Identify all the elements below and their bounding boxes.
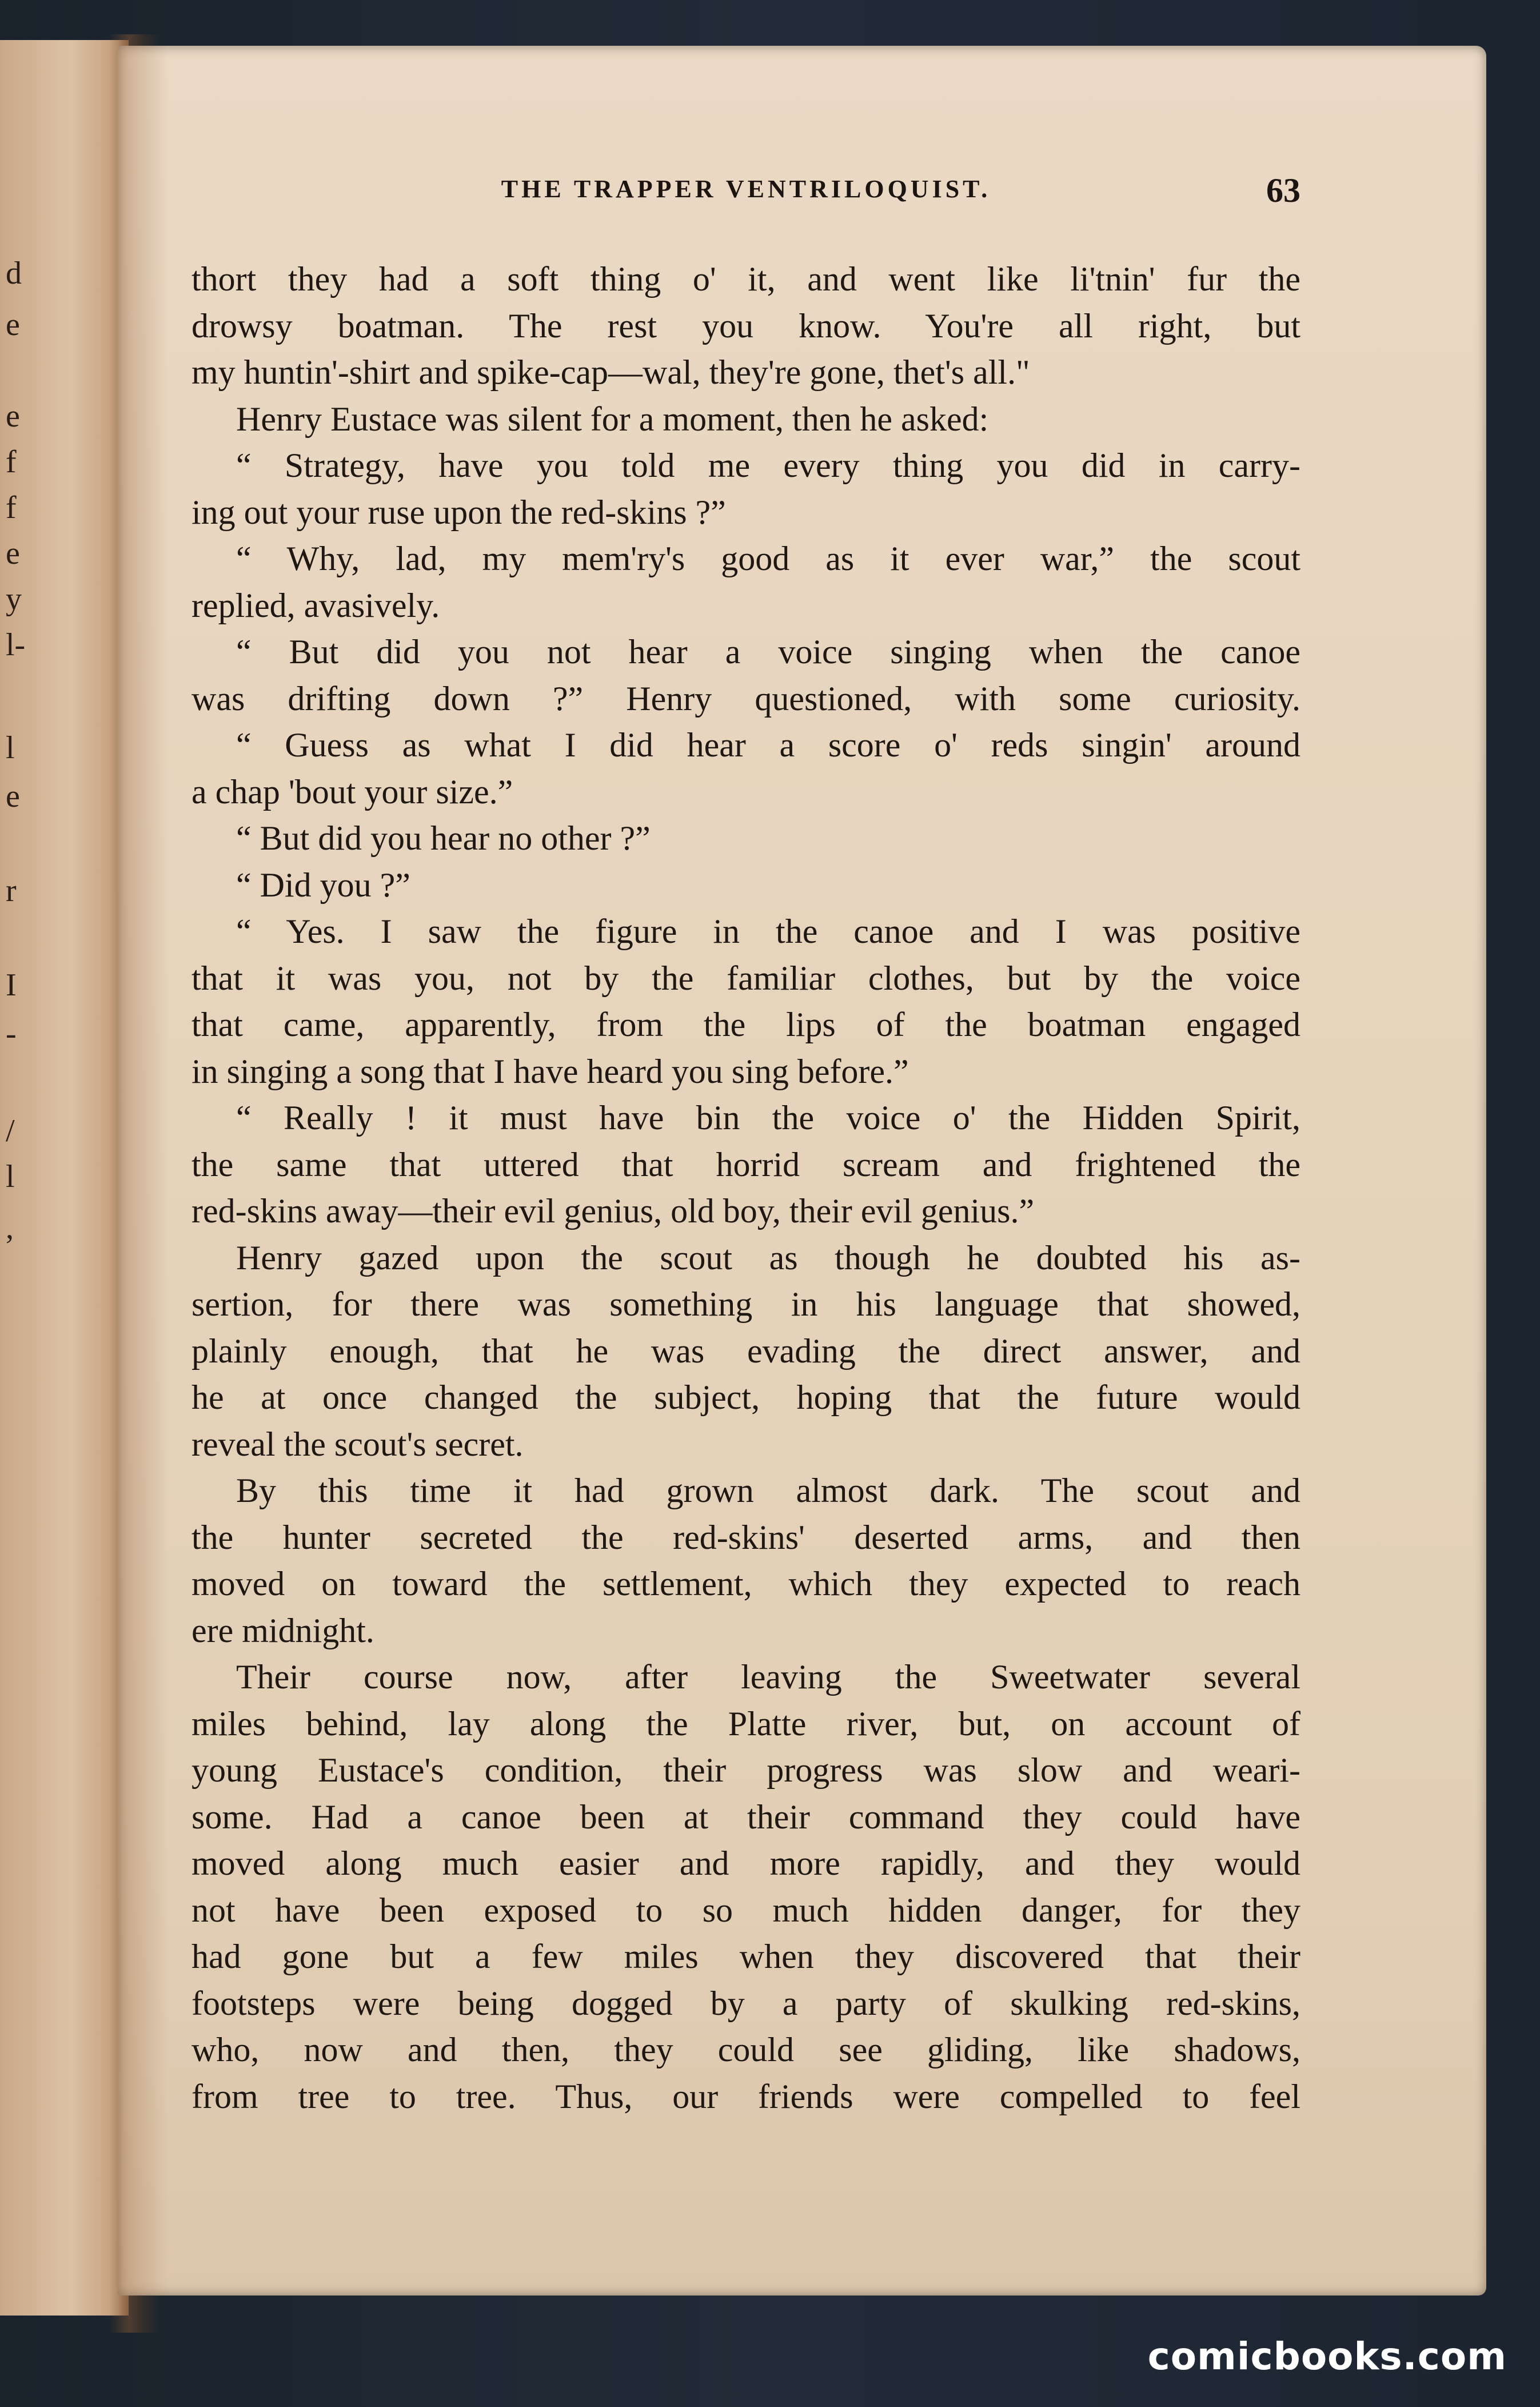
text-line: that came, apparently, from the lips of the boatman engaged (191, 1006, 1300, 1043)
text-line: plainly enough, that he was evading the direct answer, and (191, 1332, 1300, 1370)
margin-fragment: l- (6, 627, 26, 663)
text-line: replied, avasively. (191, 586, 440, 624)
text-line: ere midnight. (191, 1611, 374, 1649)
page-number: 63 (1266, 172, 1300, 209)
page-header (191, 174, 1300, 220)
text-line: ing out your ruse upon the red-skins ?” (191, 493, 726, 531)
text-line: a chap 'bout your size.” (191, 772, 513, 811)
text-line: “ But did you not hear a voice singing when the canoe (236, 633, 1300, 671)
text-line: “ Yes. I saw the figure in the canoe and I was positive (236, 912, 1300, 950)
text-line: not have been exposed to so much hidden danger, for they (191, 1891, 1300, 1929)
text-line: the hunter secreted the red-skins' deserted arms, and then (191, 1518, 1300, 1556)
text-line: reveal the scout's secret. (191, 1425, 524, 1463)
text-line: thort they had a soft thing o' it, and went like li'tnin' fur the (191, 260, 1300, 298)
text-line: he at once changed the subject, hoping that the future would (191, 1378, 1300, 1416)
text-line: drowsy boatman. The rest you know. You're all right, but (191, 306, 1300, 345)
text-line: “ Strategy, have you told me every thing you did in carry- (236, 447, 1300, 484)
margin-fragment: e (6, 307, 20, 342)
text-line: had gone but a few miles when they discovered that their (191, 1938, 1300, 1975)
text-line: moved along much easier and more rapidly, and they would (191, 1844, 1300, 1882)
margin-fragment: - (6, 1016, 17, 1051)
margin-fragment: e (6, 536, 20, 571)
margin-fragment: / (6, 1113, 15, 1149)
margin-fragment: e (6, 779, 20, 814)
margin-fragment: I (6, 967, 17, 1003)
text-line: “ But did you hear no other ?” (236, 819, 651, 857)
text-line: young Eustace's condition, their progress was slow and weari- (191, 1751, 1300, 1789)
text-line: “ Why, lad, my mem'ry's good as it ever war,” the scout (236, 540, 1300, 577)
text-line: Henry Eustace was silent for a moment, then he asked: (236, 400, 989, 438)
margin-fragment: y (6, 581, 22, 617)
text-line: moved on toward the settlement, which they expected to reach (191, 1565, 1300, 1603)
text-line: who, now and then, they could see gliding, like shadows, (191, 2031, 1300, 2069)
text-line: my huntin'-shirt and spike-cap—wal, they're gone, thet's all." (191, 353, 1030, 391)
page-body (191, 256, 1300, 2120)
margin-fragment: l (6, 1159, 15, 1194)
text-line: “ Really ! it must have bin the voice o' the Hidden Spirit, (236, 1099, 1300, 1137)
text-line: the same that uttered that horrid scream and frightened the (191, 1145, 1300, 1183)
text-line: miles behind, lay along the Platte river, but, on account of (191, 1704, 1300, 1743)
text-line: “ Did you ?” (236, 866, 410, 904)
text-line: some. Had a canoe been at their command they could have (191, 1798, 1300, 1836)
text-line: footsteps were being dogged by a party of skulking red-skins, (191, 1984, 1300, 2022)
text-line: red-skins away—their evil genius, old boy, their evil genius.” (191, 1192, 1035, 1230)
running-title: THE TRAPPER VENTRILOQUIST. (501, 175, 991, 203)
margin-fragment: l (6, 730, 15, 766)
text-line: Henry gazed upon the scout as though he doubted his as- (236, 1238, 1300, 1277)
margin-fragment: f (6, 444, 17, 480)
text-line: that it was you, not by the familiar clothes, but by the voice (191, 959, 1300, 997)
text-line: was drifting down ?” Henry questioned, with some curiosity. (191, 679, 1300, 718)
text-line: sertion, for there was something in his language that showed, (191, 1285, 1300, 1323)
text-line: in singing a song that I have heard you sing before.” (191, 1052, 909, 1090)
text-line: from tree to tree. Thus, our friends were compelled to feel (191, 2077, 1300, 2115)
margin-fragment: , (6, 1210, 14, 1246)
text-line: By this time it had grown almost dark. The scout and (236, 1472, 1300, 1509)
site-watermark: comicbooks.com (1147, 2334, 1507, 2378)
text-line: Their course now, after leaving the Sweetwater several (236, 1658, 1300, 1696)
margin-fragment: f (6, 490, 17, 525)
text-line: “ Guess as what I did hear a score o' reds singin' around (236, 726, 1300, 764)
margin-fragment: e (6, 398, 20, 434)
margin-fragment: r (6, 873, 17, 908)
margin-fragment: d (6, 256, 22, 291)
